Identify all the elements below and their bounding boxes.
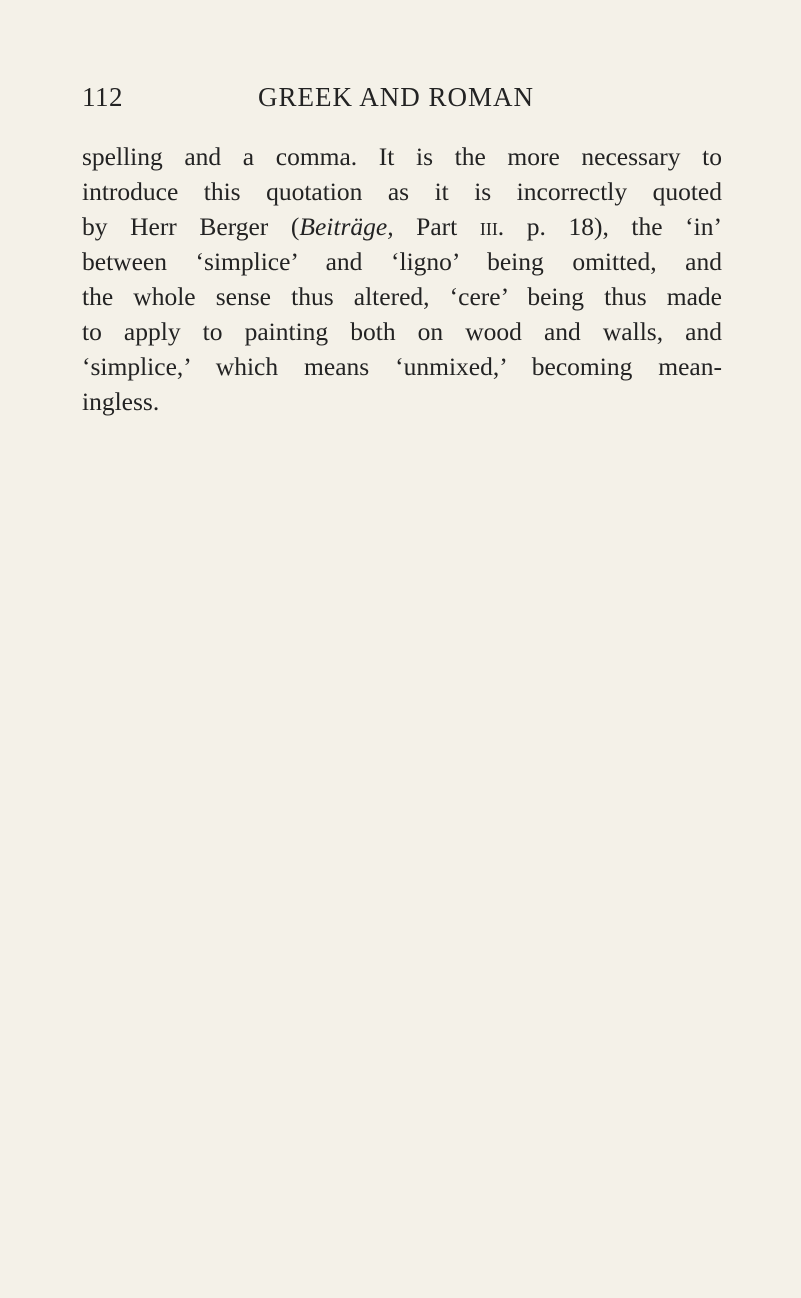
body-paragraph <box>82 139 722 419</box>
running-head <box>82 82 720 122</box>
text-line-3-part: Part <box>393 212 480 241</box>
text-line-8: ingless. <box>82 387 160 416</box>
text-line-3-after: p. 18), the ‘in’ <box>504 212 722 241</box>
running-title: GREEK AND ROMAN <box>258 82 535 112</box>
text-line-4: between ‘simplice’ and ‘ligno’ being omitted, and <box>82 247 722 276</box>
text-line-6: to apply to painting both on wood and walls, and <box>82 317 722 346</box>
text-line-1: spelling and a comma. It is the more necessary to <box>82 142 722 171</box>
page-number: 112 <box>82 82 123 112</box>
part-number: iii. <box>479 212 505 241</box>
text-line-2: introduce this quotation as it is incorrectly quoted <box>82 177 722 206</box>
text-line-3 <box>82 209 722 244</box>
text-line-5: the whole sense thus altered, ‘cere’ being thus made <box>82 282 722 311</box>
text-line-7: ‘simplice,’ which means ‘unmixed,’ becoming mean- <box>82 352 722 381</box>
book-title-beitrage: Beiträge, <box>299 212 394 241</box>
text-line-3-before: by Herr Berger ( <box>82 212 300 241</box>
